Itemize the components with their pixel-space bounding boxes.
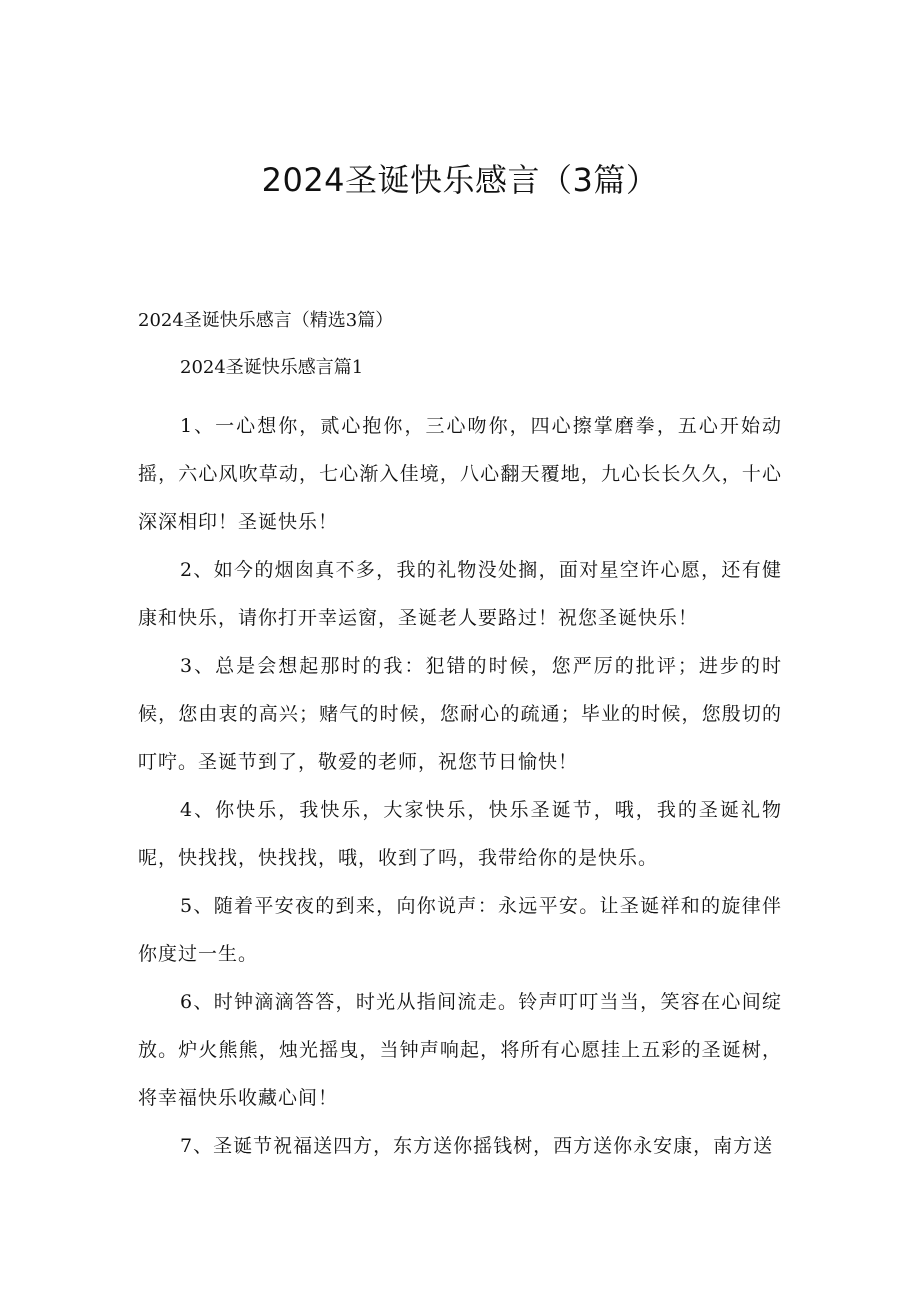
document-subtitle: 2024圣诞快乐感言（精选3篇） — [138, 310, 394, 331]
document-title: 2024圣诞快乐感言（3篇） — [261, 161, 659, 199]
paragraph-6: 6、时钟滴滴答答，时光从指间流走。铃声叮叮当当，笑容在心间绽放。炉火熊熊，烛光摇曳，当钟声响起，将所有心愿挂上五彩的圣诞树，将幸福快乐收藏心间！ — [138, 991, 782, 1109]
paragraph-3: 3、总是会想起那时的我：犯错的时候，您严厉的批评；进步的时候，您由衷的高兴；赌气的时候，您耐心的疏通；毕业的时候，您殷切的叮咛。圣诞节到了，敬爱的老师，祝您节日愉快！ — [138, 655, 782, 773]
section-heading: 2024圣诞快乐感言篇1 — [180, 357, 364, 378]
paragraph-4: 4、你快乐，我快乐，大家快乐，快乐圣诞节，哦，我的圣诞礼物呢，快找找，快找找，哦，收到了吗，我带给你的是快乐。 — [138, 799, 782, 869]
paragraph-1: 1、一心想你，贰心抱你，三心吻你，四心擦掌磨拳，五心开始动摇，六心风吹草动，七心渐入佳境，八心翻天覆地，九心长长久久，十心深深相印！圣诞快乐！ — [138, 415, 782, 533]
paragraph-5: 5、随着平安夜的到来，向你说声：永远平安。让圣诞祥和的旋律伴你度过一生。 — [138, 895, 782, 965]
document-body — [138, 402, 782, 1170]
paragraph-7: 7、圣诞节祝福送四方，东方送你摇钱树，西方送你永安康，南方送 — [180, 1135, 774, 1157]
paragraph-2: 2、如今的烟囱真不多，我的礼物没处搁，面对星空许心愿，还有健康和快乐，请你打开幸运窗，圣诞老人要路过！祝您圣诞快乐！ — [138, 559, 782, 629]
